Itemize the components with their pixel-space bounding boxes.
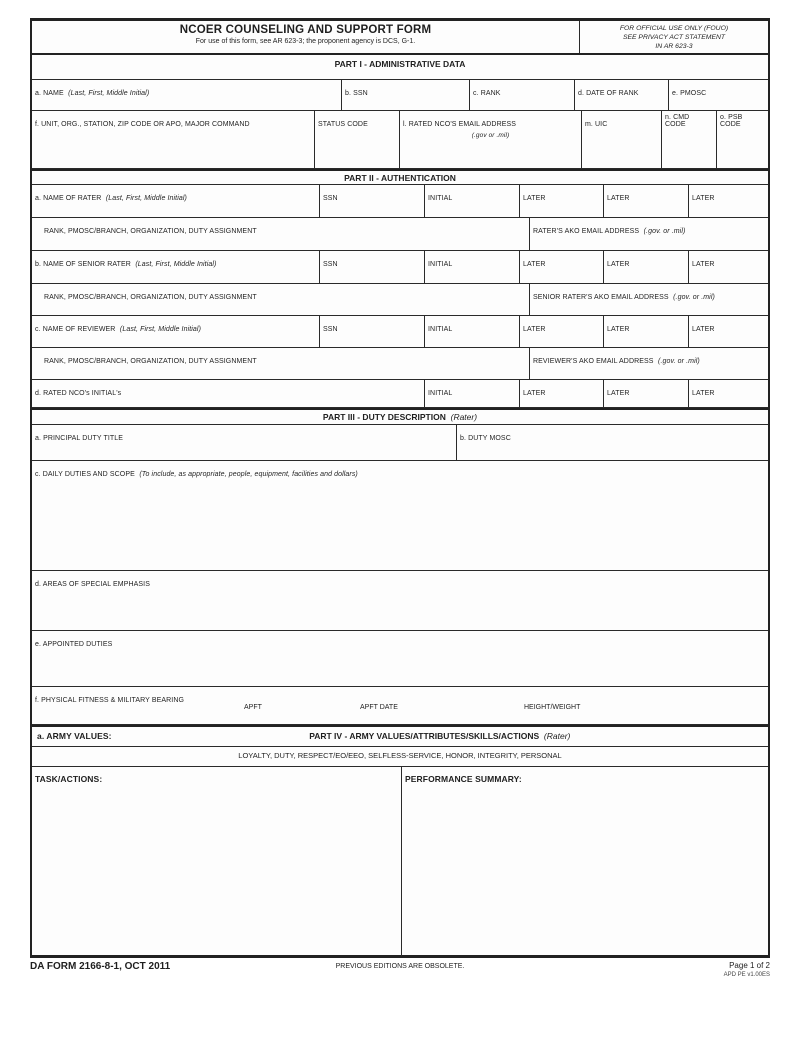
senior-rater-rank-field[interactable] — [32, 284, 530, 315]
rated-nco-email-label: l. RATED NCO'S EMAIL ADDRESS — [403, 121, 517, 128]
reviewer-later2-label: LATER — [607, 326, 630, 333]
part3-row-c — [32, 461, 768, 571]
rater-name-field[interactable] — [32, 185, 320, 217]
unit-label: f. UNIT, ORG., STATION, ZIP CODE OR APO, MAJOR COMMAND — [35, 121, 250, 128]
rated-nco-later3-field[interactable] — [689, 380, 768, 407]
part1-title: PART I - ADMINISTRATIVE DATA — [334, 59, 466, 69]
army-values-line: LOYALTY, DUTY, RESPECT/EO/EEO, SELFLESS-SERVICE, HONOR, INTEGRITY, PERSONAL — [238, 751, 562, 760]
daily-duties-label: c. DAILY DUTIES AND SCOPE — [35, 471, 135, 478]
special-emphasis-field[interactable] — [32, 571, 768, 630]
reviewer-ssn-field[interactable] — [320, 316, 425, 347]
pmosc-field[interactable] — [669, 80, 768, 110]
senior-rater-name-hint: (Last, First, Middle Initial) — [135, 261, 217, 268]
rater-rank-label: RANK, PMOSC/BRANCH, ORGANIZATION, DUTY ASSIGNMENT — [44, 228, 257, 235]
part3-row-f — [32, 687, 768, 725]
senior-rater-later2-field[interactable] — [604, 251, 689, 283]
reviewer-email-hint: (.gov. or .mil) — [658, 358, 700, 365]
uic-label: m. UIC — [585, 121, 608, 128]
senior-rater-rank-row — [32, 284, 768, 316]
senior-rater-ssn-field[interactable] — [320, 251, 425, 283]
part2-title: PART II - AUTHENTICATION — [344, 173, 456, 183]
reviewer-email-field[interactable] — [530, 348, 768, 379]
fouo-line1: FOR OFFICIAL USE ONLY (FOUO) — [619, 25, 729, 32]
unit-field[interactable] — [32, 111, 315, 168]
reviewer-later3-label: LATER — [692, 326, 715, 333]
reviewer-row — [32, 316, 768, 348]
rater-later1-label: LATER — [523, 195, 546, 202]
part3-row-ab — [32, 425, 768, 461]
reviewer-name-field[interactable] — [32, 316, 320, 347]
rater-email-label: RATER'S AKO EMAIL ADDRESS — [533, 228, 640, 235]
rated-nco-email-field[interactable] — [400, 111, 582, 168]
form-title: NCOER COUNSELING AND SUPPORT FORM — [179, 24, 432, 36]
reviewer-rank-label: RANK, PMOSC/BRANCH, ORGANIZATION, DUTY ASSIGNMENT — [44, 358, 257, 365]
senior-rater-initial-field[interactable] — [425, 251, 520, 283]
rater-initial-label: INITIAL — [428, 195, 453, 202]
rated-nco-initials-row — [32, 380, 768, 408]
page-info — [724, 961, 770, 978]
principal-duty-title-label: a. PRINCIPAL DUTY TITLE — [35, 435, 124, 442]
principal-duty-title-field[interactable] — [32, 425, 457, 460]
psb-code-field[interactable] — [717, 111, 768, 168]
rated-nco-later2-field[interactable] — [604, 380, 689, 407]
part3-row-e — [32, 631, 768, 687]
pmosc-label: e. PMOSC — [672, 90, 707, 97]
status-code-field[interactable] — [315, 111, 400, 168]
part4-task-row — [32, 767, 768, 956]
duty-mosc-label: b. DUTY MOSC — [460, 435, 511, 442]
form-header — [32, 21, 768, 55]
reviewer-later1-field[interactable] — [520, 316, 604, 347]
rater-email-hint: (.gov. or .mil) — [643, 228, 686, 235]
appointed-duties-label: e. APPOINTED DUTIES — [35, 641, 113, 648]
rated-nco-initials-label-cell — [32, 380, 425, 407]
senior-rater-email-hint: (.gov. or .mil) — [673, 294, 715, 301]
reviewer-later2-field[interactable] — [604, 316, 689, 347]
part4-title: PART IV - ARMY VALUES/ATTRIBUTES/SKILLS/ACTIONS — [309, 731, 540, 741]
part1-row2 — [32, 111, 768, 169]
reviewer-email-label: REVIEWER'S AKO EMAIL ADDRESS — [533, 358, 654, 365]
senior-rater-later3-label: LATER — [692, 261, 715, 268]
reviewer-rank-row — [32, 348, 768, 380]
senior-rater-initial-label: INITIAL — [428, 261, 453, 268]
senior-rater-name-label: b. NAME OF SENIOR RATER — [35, 261, 131, 268]
senior-rater-later1-label: LATER — [523, 261, 546, 268]
senior-rater-later1-field[interactable] — [520, 251, 604, 283]
reviewer-initial-label: INITIAL — [428, 326, 453, 333]
performance-summary-field[interactable] — [402, 767, 768, 956]
status-code-label: STATUS CODE — [318, 121, 368, 128]
obsolete-note: PREVIOUS EDITIONS ARE OBSOLETE. — [335, 963, 465, 970]
senior-rater-row — [32, 251, 768, 284]
rater-rank-row — [32, 218, 768, 251]
physical-fitness-label: f. PHYSICAL FITNESS & MILITARY BEARING — [35, 697, 185, 704]
page-number: Page 1 of 2 — [729, 961, 770, 970]
name-label: a. NAME — [35, 90, 64, 97]
ssn-field[interactable] — [342, 80, 470, 110]
rated-nco-initial-field[interactable] — [425, 380, 520, 407]
rated-nco-initials-label: d. RATED NCO's INITIAL's — [35, 390, 122, 397]
rater-initial-field[interactable] — [425, 185, 520, 217]
senior-rater-later3-field[interactable] — [689, 251, 768, 283]
senior-rater-name-field[interactable] — [32, 251, 320, 283]
rated-nco-later3-label: LATER — [692, 390, 715, 397]
task-actions-label: TASK/ACTIONS: — [35, 774, 103, 784]
daily-duties-field[interactable] — [32, 461, 768, 570]
fouo-notice — [580, 21, 768, 53]
daily-duties-hint: (To include, as appropriate, people, equipment, facilities and dollars) — [139, 471, 358, 478]
rater-ssn-field[interactable] — [320, 185, 425, 217]
reviewer-later3-field[interactable] — [689, 316, 768, 347]
ssn-label: b. SSN — [345, 90, 368, 97]
rater-later1-field[interactable] — [520, 185, 604, 217]
part4-values-row — [32, 747, 768, 767]
appointed-duties-field[interactable] — [32, 631, 768, 686]
part3-row-d — [32, 571, 768, 631]
reviewer-name-hint: (Last, First, Middle Initial) — [119, 326, 202, 333]
senior-rater-ssn-label: SSN — [323, 261, 338, 268]
ncoer-form — [30, 18, 770, 958]
rater-rank-field[interactable] — [32, 218, 530, 250]
rated-nco-later1-field[interactable] — [520, 380, 604, 407]
reviewer-initial-field[interactable] — [425, 316, 520, 347]
part3-title-hint: (Rater) — [450, 412, 478, 422]
rater-email-field[interactable] — [530, 218, 768, 250]
form-subtitle: For use of this form, see AR 623-3; the proponent agency is DCS, G-1. — [195, 38, 416, 45]
fouo-line3: IN AR 623-3 — [655, 43, 693, 51]
form-title-box — [32, 21, 580, 53]
rank-label: c. RANK — [473, 90, 501, 97]
name-field[interactable] — [32, 80, 342, 110]
part4-title-hint: (Rater) — [543, 731, 571, 741]
task-actions-field[interactable] — [32, 767, 402, 956]
rated-nco-later2-label: LATER — [607, 390, 630, 397]
senior-rater-rank-label: RANK, PMOSC/BRANCH, ORGANIZATION, DUTY ASSIGNMENT — [44, 294, 257, 301]
rater-later3-field[interactable] — [689, 185, 768, 217]
part3-title: PART III - DUTY DESCRIPTION — [322, 412, 446, 422]
part1-row1 — [32, 80, 768, 111]
reviewer-ssn-label: SSN — [323, 326, 338, 333]
reviewer-later1-label: LATER — [523, 326, 546, 333]
senior-rater-email-field[interactable] — [530, 284, 768, 315]
reviewer-rank-field[interactable] — [32, 348, 530, 379]
reviewer-name-label: c. NAME OF REVIEWER — [35, 326, 116, 333]
physical-fitness-field[interactable] — [32, 687, 768, 724]
part4-header-row — [32, 725, 768, 747]
rater-later2-label: LATER — [607, 195, 630, 202]
rater-later3-label: LATER — [692, 195, 715, 202]
duty-mosc-field[interactable] — [457, 425, 768, 460]
psb-code-label: o. PSB CODE — [720, 114, 743, 128]
rank-field[interactable] — [470, 80, 575, 110]
date-of-rank-field[interactable] — [575, 80, 669, 110]
rater-later2-field[interactable] — [604, 185, 689, 217]
rater-ssn-label: SSN — [323, 195, 338, 202]
rated-nco-email-hint: (.gov or .mil) — [471, 132, 510, 139]
fouo-line2: SEE PRIVACY ACT STATEMENT — [622, 34, 726, 42]
rater-name-label: a. NAME OF RATER — [35, 195, 102, 202]
date-of-rank-label: d. DATE OF RANK — [578, 90, 639, 97]
cmd-code-label: n. CMD CODE — [665, 114, 690, 128]
senior-rater-later2-label: LATER — [607, 261, 630, 268]
part3-title-wrap — [32, 410, 768, 424]
form-number: DA FORM 2166-8-1, OCT 2011 — [30, 961, 171, 972]
uic-field[interactable] — [582, 111, 662, 168]
rater-row — [32, 185, 768, 218]
senior-rater-email-label: SENIOR RATER'S AKO EMAIL ADDRESS — [533, 294, 669, 301]
part1-header-row — [32, 55, 768, 80]
apft-date-label: APFT DATE — [360, 704, 398, 711]
special-emphasis-label: d. AREAS OF SPECIAL EMPHASIS — [35, 581, 150, 588]
part3-header-row — [32, 408, 768, 425]
rated-nco-later1-label: LATER — [523, 390, 546, 397]
part2-header-row — [32, 169, 768, 185]
cmd-code-field[interactable] — [662, 111, 717, 168]
rater-name-hint: (Last, First, Middle Initial) — [105, 195, 187, 202]
part4-title-wrap — [112, 727, 768, 741]
apft-label: APFT — [244, 704, 262, 711]
rated-nco-initial-label: INITIAL — [428, 390, 453, 397]
name-label-hint: (Last, First, Middle Initial) — [68, 90, 150, 97]
apd-version: APD PE v1.00ES — [723, 972, 770, 978]
performance-summary-label: PERFORMANCE SUMMARY: — [405, 774, 522, 784]
army-values-label: a. ARMY VALUES: — [37, 731, 112, 741]
height-weight-label: HEIGHT/WEIGHT — [524, 704, 581, 711]
